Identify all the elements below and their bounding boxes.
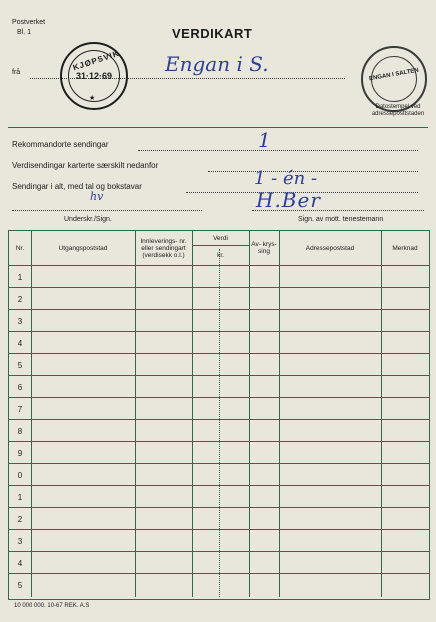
row-number: 4 — [17, 558, 23, 568]
items-table — [8, 230, 430, 600]
signed-line — [12, 210, 202, 211]
receiver-label: Sign. av mott. tenestemann — [298, 216, 384, 223]
page-title: VERDIKART — [172, 26, 253, 41]
total-label: Sendingar i alt, med tal og bokstavar — [12, 182, 142, 191]
row-number: 2 — [17, 294, 23, 304]
form-id: Bl. 1 — [17, 29, 32, 36]
header-divider — [8, 127, 428, 128]
sender-stamp-date: 31·12·69 — [76, 71, 113, 81]
from-value: Engan i S. — [165, 52, 269, 76]
row-number: 3 — [17, 536, 23, 546]
table-row — [9, 419, 429, 442]
receiver-mark: H.Ber — [256, 188, 321, 212]
total-value: 1 - én - — [254, 168, 318, 189]
signed-label: Underskr./Sign. — [64, 216, 112, 223]
table-row — [9, 507, 429, 530]
row-number: 5 — [17, 580, 23, 590]
col-nr: Nr. — [15, 244, 25, 252]
receiver-stamp-caption: Datostempel ved adresseposttstaden — [371, 104, 425, 117]
table-row — [9, 397, 429, 420]
row-number: 1 — [17, 272, 23, 282]
from-label: frå — [12, 69, 21, 76]
table-row — [9, 331, 429, 354]
col-utgangspoststad: Utgangspoststad — [58, 244, 108, 252]
table-row — [9, 529, 429, 552]
receiver-line — [252, 210, 424, 211]
value-label: Verdisendingar karterte særskilt nedanfor — [12, 161, 159, 170]
row-number: 9 — [17, 448, 23, 458]
col-kr: kr. — [217, 251, 224, 259]
row-number: 3 — [17, 316, 23, 326]
row-number: 7 — [17, 404, 23, 414]
row-number: 1 — [17, 492, 23, 502]
registered-label: Rekommandorte sendingar — [12, 140, 109, 149]
row-number: 8 — [17, 426, 23, 436]
table-row — [9, 287, 429, 310]
print-info: 10 000 000. 10-67 REK. A.S — [14, 603, 90, 609]
signed-mark: hv — [90, 190, 104, 203]
row-number: 2 — [17, 514, 23, 524]
row-number: 4 — [17, 338, 23, 348]
table-row — [9, 573, 429, 596]
col-avkryssing: Av- krys- sing — [251, 241, 277, 255]
org-name: Postverket — [12, 19, 46, 26]
row-number: 5 — [17, 360, 23, 370]
sender-stamp-text: KJØPSVIK — [71, 48, 121, 73]
col-innlevering: Innleverings- nr. eller sendingart (verdisekk o.l.) — [140, 237, 187, 259]
table-row — [9, 353, 429, 376]
table-row — [9, 463, 429, 486]
registered-value: 1 — [258, 128, 271, 152]
table-row — [9, 551, 429, 574]
star-icon: ★ — [89, 95, 96, 102]
row-number: 6 — [17, 382, 23, 392]
table-row — [9, 309, 429, 332]
sender-postmark — [60, 42, 128, 110]
table-row — [9, 485, 429, 508]
row-number: 0 — [17, 470, 23, 480]
receiver-stamp-text: ENGAN I SALTEN — [368, 67, 420, 83]
registered-line — [138, 150, 418, 151]
col-adressepoststad: Adressepoststad — [305, 244, 355, 252]
table-row — [9, 375, 429, 398]
col-merknad: Merknad — [392, 244, 418, 252]
table-row — [9, 265, 429, 288]
col-verdi: Verdi — [213, 234, 228, 242]
table-row — [9, 441, 429, 464]
receiver-postmark — [361, 46, 427, 112]
